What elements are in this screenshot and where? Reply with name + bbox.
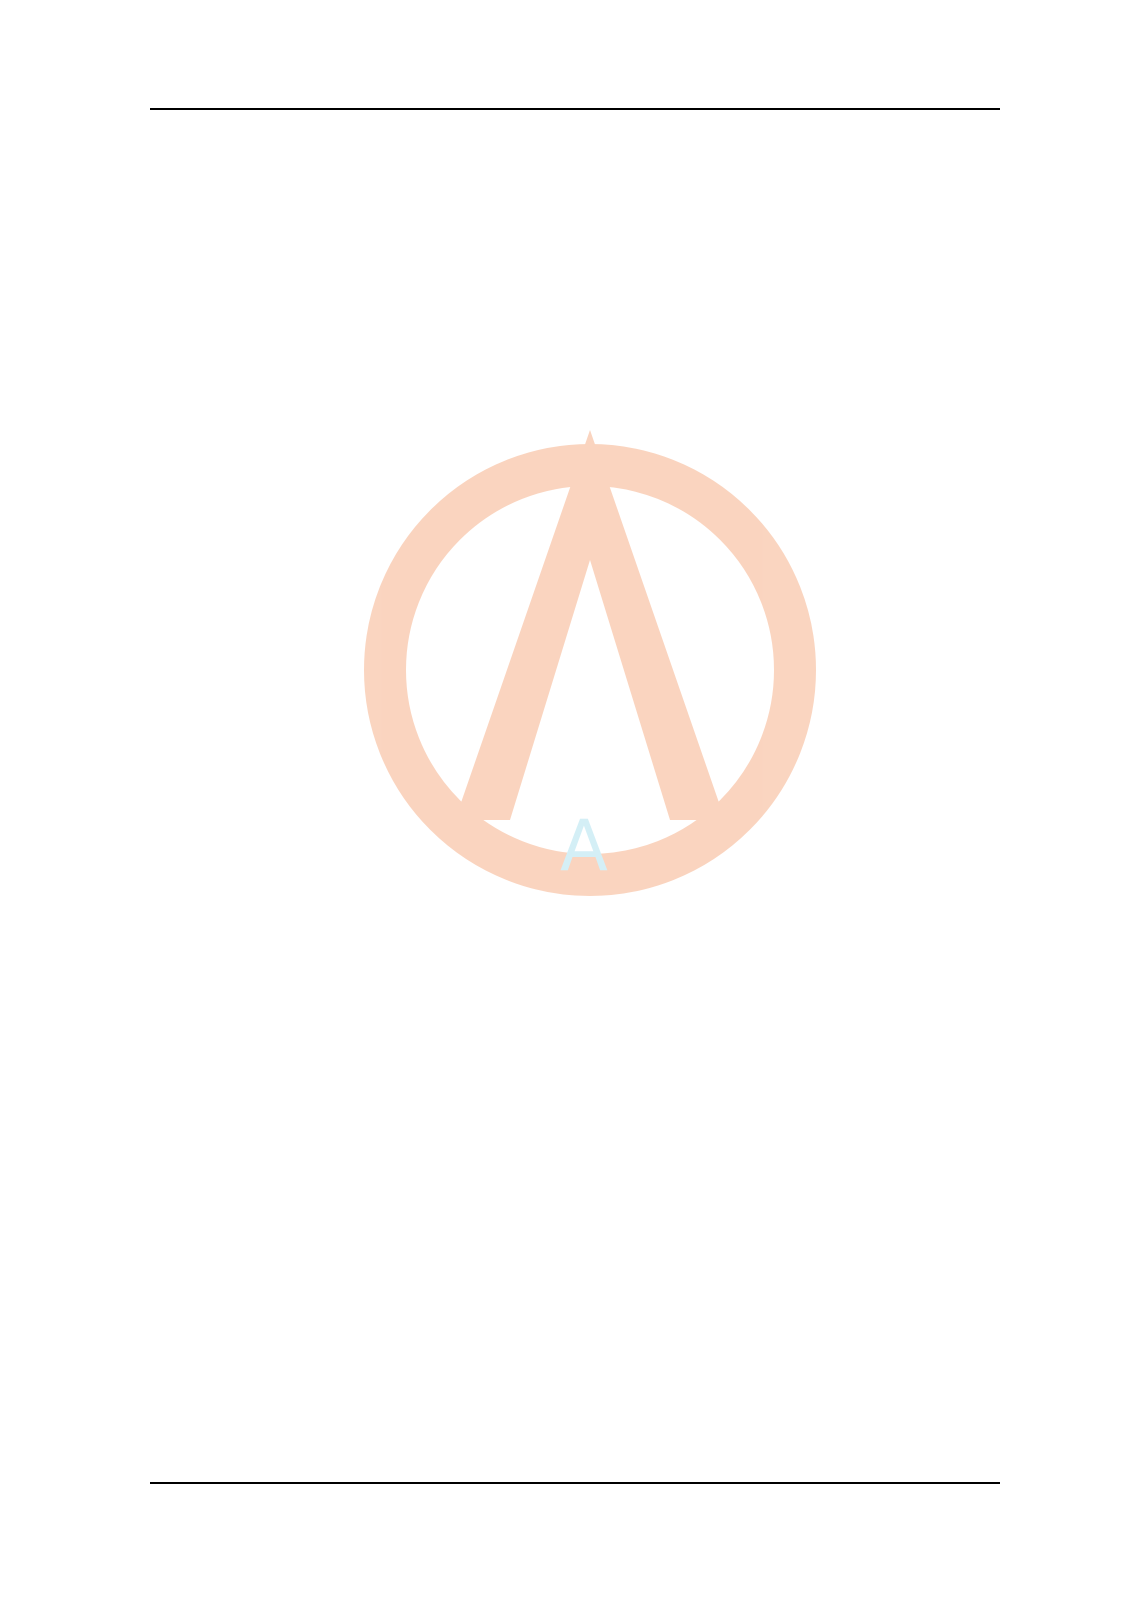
watermark-logo bbox=[385, 430, 795, 887]
svg-text:A: A bbox=[560, 805, 608, 887]
footer-divider bbox=[150, 1482, 1000, 1484]
header-divider bbox=[150, 108, 1000, 110]
